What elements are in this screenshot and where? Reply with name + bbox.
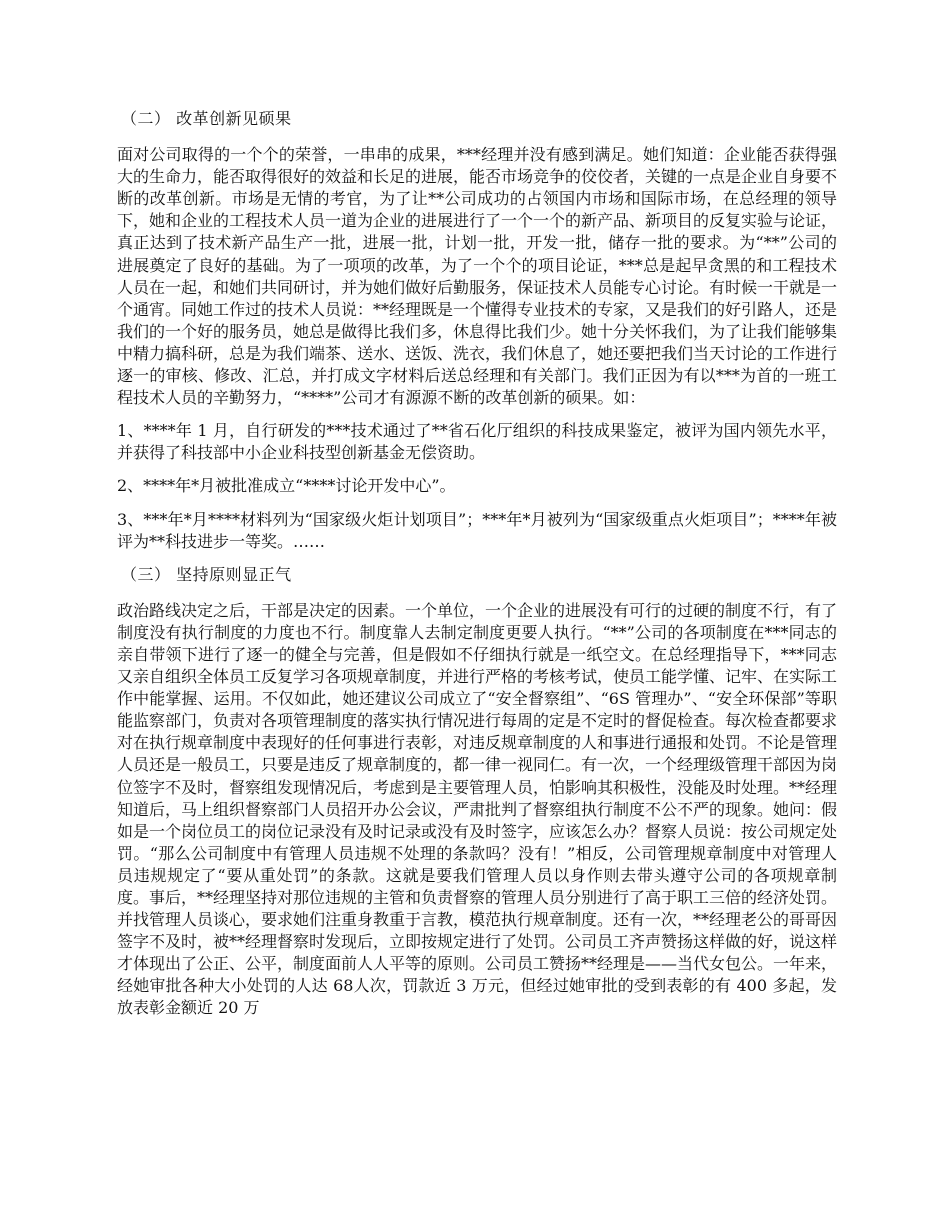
- paragraph-reform-achievements: 面对公司取得的一个个的荣誉，一串串的成果，***经理并没有感到满足。她们知道：企业能否获得强大的生命力，能否取得很好的效益和长足的进展，能否市场竞争的佼佼者，关键的一点是企业自身要不断的改革创新。市场是无情的考官，为了让**公司成功的占领国内市场和国际市场，在总经理的领导下，她和企业的工程技术人员一道为企业的进展进行了一个一个的新产品、新项目的反复实验与论证，真正达到了技术新产品生产一批，进展一批，计划一批，开发一批，储存一批的要求。为“**”公司的进展奠定了良好的基础。为了一项项的改革，为了一个个的项目论证，***总是起早贪黑的和工程技术人员在一起，和她们共同研讨，并为她们做好后勤服务，保证技术人员能专心讨论。有时候一干就是一个通宵。同她工作过的技术人员说：**经理既是一个懂得专业技术的专家，又是我们的好引路人，还是我们的一个好的服务员，她总是做得比我们多，休息得比我们少。她十分关怀我们，为了让我们能够集中精力搞科研，总是为我们端茶、送水、送饭、洗衣，我们休息了，她还要把我们当天讨论的工作进行逐一的审核、修改、汇总，并打成文字材料后送总经理和有关部门。我们正因为有以***为首的一班工程技术人员的辛勤努力，“****”公司才有源源不断的改革创新的硕果。如：: [117, 145, 838, 408]
- document-page: [117, 108, 837, 1031]
- list-item-1: 1、****年 1 月，自行研发的***技术通过了**省石化厅组织的科技成果鉴定，被评为国内领先水平，并获得了科技部中小企业科技型创新基金无偿资助。: [117, 421, 837, 463]
- section-heading-reform: （二） 改革创新见硕果: [121, 109, 292, 128]
- list-item-3: 3、***年*月****材料列为“国家级火炬计划项目”；***年*月被列为“国家级重点火炬项目”；****年被评为**科技进步一等奖。……: [117, 509, 837, 551]
- section-heading-principle: （三） 坚持原则显正气: [121, 564, 292, 584]
- list-item-2: 2、****年*月被批准成立“****讨论开发中心”。: [117, 476, 456, 496]
- paragraph-principle: 政治路线决定之后，干部是决定的因素。一个单位，一个企业的进展没有可行的过硬的制度不行，有了制度没有执行制度的力度也不行。制度靠人去制定制度更要人执行。“**”公司的各项制度在***同志的亲自带领下进行了逐一的健全与完善，但是假如不仔细执行就是一纸空文。在总经理指导下，***同志又亲自组织全体员工反复学习各项规章制度，并进行严格的考核考试，使员工能学懂、记牢、在实际工作中能掌握、运用。不仅如此，她还建议公司成立了“安全督察组”、“6S 管理办”、“安全环保部”等职能监察部门，负责对各项管理制度的落实执行情况进行每周的定是不定时的督促检查。每次检查都要求对在执行规章制度中表现好的任何事进行表彰，对违反规章制度的人和事进行通报和处罚。不论是管理人员还是一般员工，只要是违反了规章制度的，都一律一视同仁。有一次，一个经理级管理干部因为岗位签字不及时，督察组发现情况后，考虑到是主要管理人员，怕影响其积极性，没能及时处理。**经理知道后，马上组织督察部门人员招开办公会议，严肃批判了督察组执行制度不公不严的现象。她问：假如是一个岗位员工的岗位记录没有及时记录或没有及时签字，应该怎么办？督察人员说：按公司规定处罚。“那么公司制度中有管理人员违规不处理的条款吗？没有！”相反，公司管理规章制度中对管理人员违规规定了“要从重处罚”的条款。这就是要我们管理人员以身作则去带头遵守公司的各项规章制度。事后，**经理坚持对那位违规的主管和负责督察的管理人员分别进行了高于职工三倍的经济处罚。并找管理人员谈心，要求她们注重身教重于言教，模范执行规章制度。还有一次，**经理老公的哥哥因签字不及时，被**经理督察时发现后，立即按规定进行了处罚。公司员工齐声赞扬这样做的好，说这样才体现出了公正、公平，制度面前人人平等的原则。公司员工赞扬**经理是——当代女包公。一年来，经她审批各种大小处罚的人达 68人次，罚款近 3 万元，但经过她审批的受到表彰的有 400 多起，发放表彰金额近 20 万: [117, 600, 838, 1018]
